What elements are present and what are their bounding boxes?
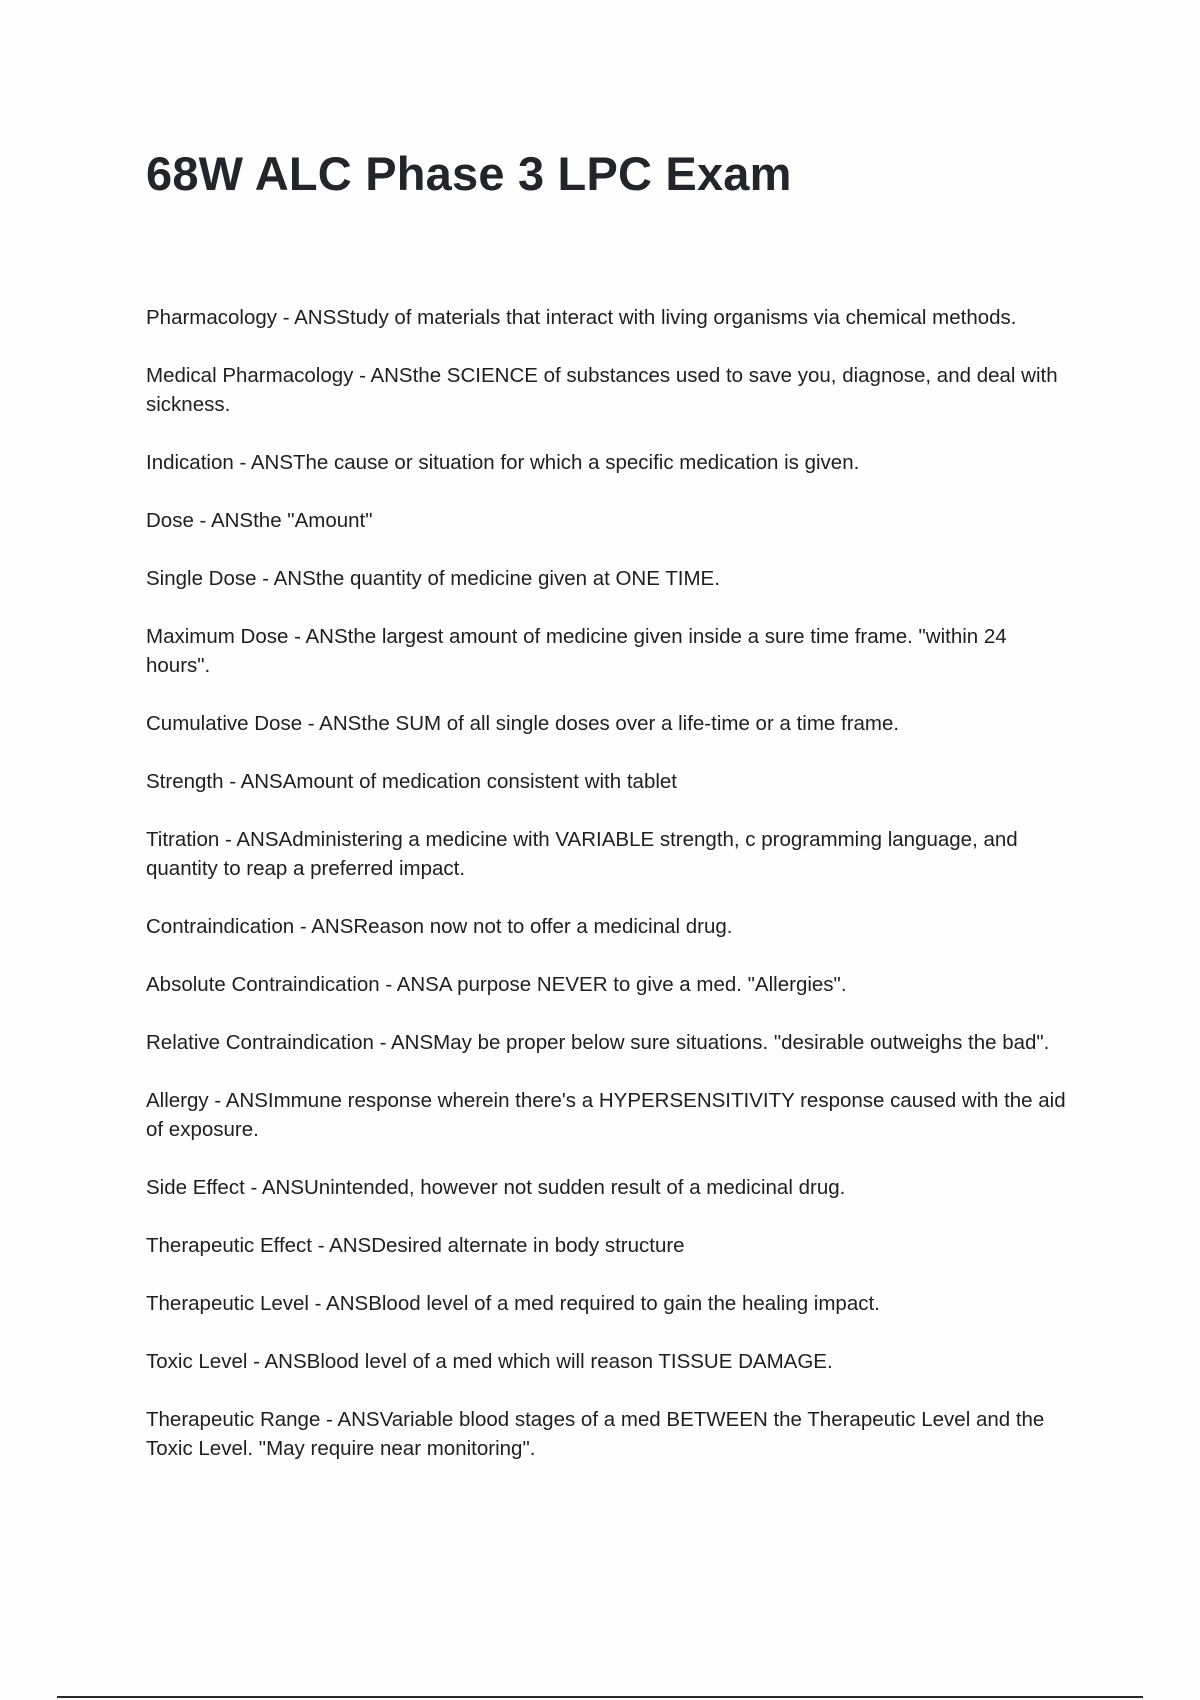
definition-entry: Toxic Level - ANSBlood level of a med which will reason TISSUE DAMAGE. — [146, 1350, 833, 1373]
page-bottom-rule — [57, 1696, 1143, 1698]
definition-list — [146, 303, 1066, 1492]
definition-entry: Single Dose - ANSthe quantity of medicine given at ONE TIME. — [146, 567, 720, 590]
definition-entry: Cumulative Dose - ANSthe SUM of all single doses over a life-time or a time frame. — [146, 712, 900, 735]
definition-entry: Therapeutic Effect - ANSDesired alternate in body structure — [146, 1234, 685, 1257]
definition-entry: Dose - ANSthe "Amount" — [146, 509, 373, 532]
definition-entry: Maximum Dose - ANSthe largest amount of medicine given inside a sure time frame. "within 24 hours". — [146, 625, 1007, 677]
definition-entry: Indication - ANSThe cause or situation for which a specific medication is given. — [146, 451, 860, 474]
definition-entry: Titration - ANSAdministering a medicine with VARIABLE strength, c programming language, and quantity to reap a preferred impact. — [146, 828, 1018, 880]
definition-entry: Absolute Contraindication - ANSA purpose NEVER to give a med. "Allergies". — [146, 973, 847, 996]
definition-entry: Therapeutic Level - ANSBlood level of a med required to gain the healing impact. — [146, 1292, 880, 1315]
definition-entry: Allergy - ANSImmune response wherein there's a HYPERSENSITIVITY response caused with the aid of exposure. — [146, 1089, 1066, 1141]
definition-entry: Pharmacology - ANSStudy of materials that interact with living organisms via chemical methods. — [146, 306, 1017, 329]
definition-entry: Therapeutic Range - ANSVariable blood stages of a med BETWEEN the Therapeutic Level and the Toxic Level. "May require near monitoring". — [146, 1408, 1045, 1460]
definition-entry: Strength - ANSAmount of medication consistent with tablet — [146, 770, 677, 793]
definition-entry: Side Effect - ANSUnintended, however not sudden result of a medicinal drug. — [146, 1176, 846, 1199]
document-title: 68W ALC Phase 3 LPC Exam — [146, 147, 792, 200]
definition-entry: Contraindication - ANSReason now not to offer a medicinal drug. — [146, 915, 733, 938]
definition-entry: Medical Pharmacology - ANSthe SCIENCE of substances used to save you, diagnose, and deal with sickness. — [146, 364, 1058, 416]
definition-entry: Relative Contraindication - ANSMay be proper below sure situations. "desirable outweighs the bad". — [146, 1031, 1050, 1054]
